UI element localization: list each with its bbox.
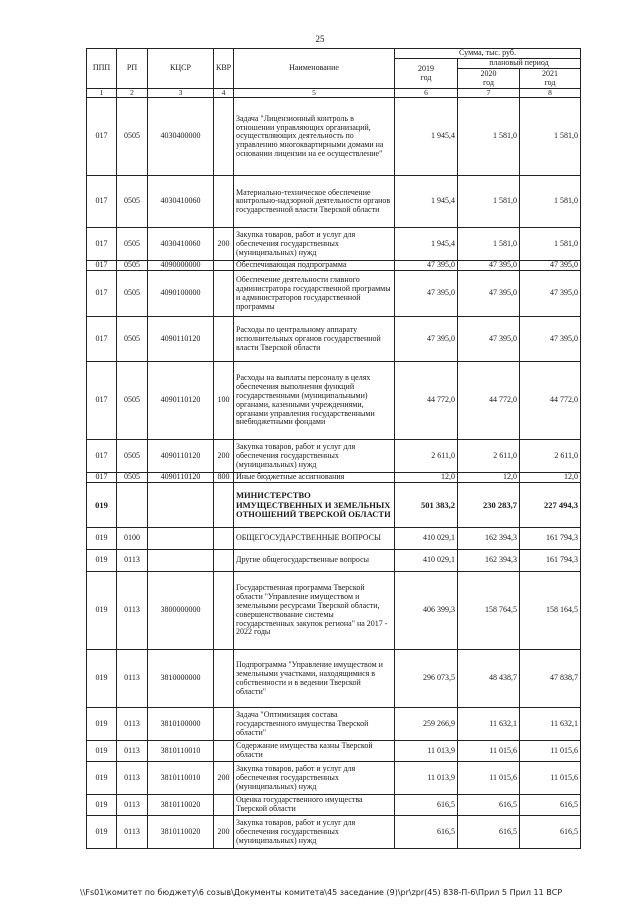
cell-rp: 0505 [117, 362, 148, 440]
table-row [87, 708, 581, 741]
cell-amount-2021: 47 838,7 [520, 650, 581, 708]
cell-name: Обеспечивающая подпрограмма [234, 261, 395, 271]
column-number: 7 [458, 89, 520, 98]
header-year-2021-word: год [544, 77, 556, 87]
cell-kvr [214, 528, 234, 550]
cell-kcsr: 4030400000 [148, 98, 214, 176]
cell-kvr [214, 572, 234, 650]
cell-ppp: 017 [87, 362, 117, 440]
table-row [87, 228, 581, 261]
cell-rp: 0505 [117, 228, 148, 261]
cell-kcsr: 4090000000 [148, 261, 214, 271]
cell-amount-2020: 12,0 [458, 473, 520, 483]
cell-name: Закупка товаров, работ и услуг для обеспечения государственных (муниципальных) нужд [234, 440, 395, 473]
cell-amount-2021: 2 611,0 [520, 440, 581, 473]
cell-amount-2019: 501 383,2 [395, 483, 458, 528]
cell-ppp: 017 [87, 473, 117, 483]
cell-kcsr: 4090110120 [148, 317, 214, 362]
cell-amount-2020: 1 581,0 [458, 98, 520, 176]
cell-ppp: 019 [87, 550, 117, 572]
cell-kcsr: 4090110120 [148, 440, 214, 473]
cell-rp: 0100 [117, 528, 148, 550]
column-number: 4 [214, 89, 234, 98]
header-sum: Сумма, тыс. руб. [395, 49, 581, 59]
table-body [87, 98, 581, 849]
cell-amount-2019: 12,0 [395, 473, 458, 483]
table-row [87, 795, 581, 816]
header-name: Наименование [234, 49, 395, 89]
cell-kvr [214, 741, 234, 762]
cell-rp: 0113 [117, 550, 148, 572]
column-number: 6 [395, 89, 458, 98]
cell-rp: 0505 [117, 176, 148, 228]
column-number: 8 [520, 89, 581, 98]
cell-rp: 0505 [117, 261, 148, 271]
cell-ppp: 019 [87, 483, 117, 528]
cell-kvr [214, 98, 234, 176]
cell-kcsr: 4090110120 [148, 473, 214, 483]
header-year-2019-value: 2019 [418, 63, 434, 73]
cell-rp: 0113 [117, 741, 148, 762]
cell-name: Подпрограмма "Управление имуществом и земельными участками, находящимися в собственности и в ведении Тверской области" [234, 650, 395, 708]
cell-kcsr [148, 483, 214, 528]
cell-name: Задача "Лицензионный контроль в отношении управляющих организаций, осуществляющих деятельность по управлению многоквартирными домами на основании лицензии на ее осуществление" [234, 98, 395, 176]
cell-name: Оценка государственного имущества Тверской области [234, 795, 395, 816]
cell-amount-2019: 259 266,9 [395, 708, 458, 741]
cell-name: Закупка товаров, работ и услуг для обеспечения государственных (муниципальных) нужд [234, 762, 395, 795]
cell-amount-2021: 11 015,6 [520, 741, 581, 762]
cell-kcsr: 3800000000 [148, 572, 214, 650]
cell-amount-2020: 2 611,0 [458, 440, 520, 473]
cell-amount-2020: 162 394,3 [458, 528, 520, 550]
cell-rp: 0113 [117, 650, 148, 708]
table-row [87, 271, 581, 317]
cell-amount-2020: 47 395,0 [458, 261, 520, 271]
cell-ppp: 017 [87, 98, 117, 176]
cell-name: Другие общегосударственные вопросы [234, 550, 395, 572]
cell-amount-2020: 1 581,0 [458, 228, 520, 261]
table-row [87, 176, 581, 228]
table-row [87, 440, 581, 473]
table-row [87, 762, 581, 795]
cell-name: Задача "Оптимизация состава государственного имущества Тверской области" [234, 708, 395, 741]
cell-amount-2020: 44 772,0 [458, 362, 520, 440]
table-row [87, 741, 581, 762]
cell-rp: 0113 [117, 762, 148, 795]
header-year-2019 [395, 59, 458, 89]
column-number: 5 [234, 89, 395, 98]
cell-ppp: 017 [87, 317, 117, 362]
cell-amount-2020: 11 015,6 [458, 762, 520, 795]
cell-amount-2020: 11 015,6 [458, 741, 520, 762]
cell-kcsr: 4030410060 [148, 228, 214, 261]
cell-amount-2021: 161 794,3 [520, 528, 581, 550]
cell-kcsr [148, 550, 214, 572]
cell-kvr [214, 317, 234, 362]
cell-amount-2020: 162 394,3 [458, 550, 520, 572]
cell-amount-2021: 47 395,0 [520, 317, 581, 362]
column-number: 2 [117, 89, 148, 98]
cell-amount-2021: 161 794,3 [520, 550, 581, 572]
cell-name: Расходы на выплаты персоналу в целях обеспечения выполнения функций государственными (муниципальными) органами, казенными учреждениями, органами управления государственными внебюджетными фондами [234, 362, 395, 440]
cell-ppp: 019 [87, 708, 117, 741]
header-kcsr: КЦСР [148, 49, 214, 89]
cell-amount-2019: 1 945,4 [395, 176, 458, 228]
cell-amount-2019: 1 945,4 [395, 228, 458, 261]
cell-amount-2021: 616,5 [520, 795, 581, 816]
cell-kvr [214, 550, 234, 572]
header-year-2021 [520, 69, 581, 89]
cell-ppp: 019 [87, 795, 117, 816]
cell-kvr [214, 176, 234, 228]
cell-name: Государственная программа Тверской области "Управление имуществом и земельными ресурсами Тверской области, совершенствование системы государственных закупок региона" на 2017 - 2022 годы [234, 572, 395, 650]
cell-ppp: 019 [87, 762, 117, 795]
cell-rp: 0113 [117, 572, 148, 650]
table-row [87, 550, 581, 572]
cell-ppp: 017 [87, 176, 117, 228]
cell-amount-2019: 296 073,5 [395, 650, 458, 708]
header-year-2020 [458, 69, 520, 89]
cell-amount-2021: 12,0 [520, 473, 581, 483]
cell-amount-2019: 410 029,1 [395, 550, 458, 572]
table-row [87, 98, 581, 176]
cell-kcsr: 3810110010 [148, 762, 214, 795]
cell-ppp: 017 [87, 228, 117, 261]
cell-kcsr [148, 528, 214, 550]
cell-amount-2020: 47 395,0 [458, 317, 520, 362]
cell-name: МИНИСТЕРСТВО ИМУЩЕСТВЕННЫХ И ЗЕМЕЛЬНЫХ ОТНОШЕНИЙ ТВЕРСКОЙ ОБЛАСТИ [234, 483, 395, 528]
cell-amount-2020: 158 764,5 [458, 572, 520, 650]
cell-name: Материально-техническое обеспечение контрольно-надзорной деятельности органов государственной власти Тверской области [234, 176, 395, 228]
page-number: 25 [315, 34, 325, 44]
cell-ppp: 019 [87, 528, 117, 550]
cell-kvr: 800 [214, 473, 234, 483]
cell-name: Иные бюджетные ассигнования [234, 473, 395, 483]
cell-kcsr: 3810110020 [148, 816, 214, 849]
cell-amount-2019: 1 945,4 [395, 98, 458, 176]
cell-kvr [214, 261, 234, 271]
cell-kvr: 200 [214, 440, 234, 473]
cell-ppp: 019 [87, 650, 117, 708]
cell-amount-2020: 48 438,7 [458, 650, 520, 708]
cell-name: Содержание имущества казны Тверской области [234, 741, 395, 762]
cell-amount-2020: 616,5 [458, 816, 520, 849]
table-row [87, 483, 581, 528]
column-number: 1 [87, 89, 117, 98]
cell-amount-2021: 227 494,3 [520, 483, 581, 528]
cell-amount-2019: 410 029,1 [395, 528, 458, 550]
cell-kcsr: 3810000000 [148, 650, 214, 708]
header-year-2021-value: 2021 [542, 68, 558, 78]
cell-kvr: 200 [214, 816, 234, 849]
cell-amount-2019: 406 399,3 [395, 572, 458, 650]
cell-kvr [214, 650, 234, 708]
cell-ppp: 017 [87, 440, 117, 473]
cell-amount-2021: 47 395,0 [520, 261, 581, 271]
cell-amount-2019: 44 772,0 [395, 362, 458, 440]
cell-ppp: 019 [87, 572, 117, 650]
cell-amount-2020: 11 632,1 [458, 708, 520, 741]
cell-amount-2019: 47 395,0 [395, 261, 458, 271]
header-year-2020-value: 2020 [480, 68, 497, 78]
cell-kcsr: 4030410060 [148, 176, 214, 228]
cell-amount-2020: 1 581,0 [458, 176, 520, 228]
table-row [87, 317, 581, 362]
cell-ppp: 017 [87, 271, 117, 317]
cell-amount-2019: 47 395,0 [395, 271, 458, 317]
cell-kcsr: 3810110010 [148, 741, 214, 762]
table-row [87, 261, 581, 271]
table-row [87, 572, 581, 650]
cell-kvr: 100 [214, 362, 234, 440]
cell-ppp: 017 [87, 261, 117, 271]
cell-amount-2019: 616,5 [395, 816, 458, 849]
cell-amount-2019: 47 395,0 [395, 317, 458, 362]
cell-ppp: 019 [87, 816, 117, 849]
cell-rp: 0113 [117, 795, 148, 816]
table-row [87, 473, 581, 483]
cell-name: ОБЩЕГОСУДАРСТВЕННЫЕ ВОПРОСЫ [234, 528, 395, 550]
cell-name: Расходы по центральному аппарату исполнительных органов государственной власти Тверской области [234, 317, 395, 362]
table-row [87, 362, 581, 440]
cell-rp [117, 483, 148, 528]
cell-amount-2019: 616,5 [395, 795, 458, 816]
cell-ppp: 019 [87, 741, 117, 762]
cell-amount-2021: 158 164,5 [520, 572, 581, 650]
cell-rp: 0505 [117, 98, 148, 176]
header-plan-period: плановый период [458, 59, 581, 69]
cell-kcsr: 3810100000 [148, 708, 214, 741]
header-year-2020-word: год [483, 77, 494, 87]
cell-name: Закупка товаров, работ и услуг для обеспечения государственных (муниципальных) нужд [234, 816, 395, 849]
cell-rp: 0505 [117, 440, 148, 473]
cell-kcsr: 4090100000 [148, 271, 214, 317]
header-ppp: ППП [87, 49, 117, 89]
cell-kvr [214, 271, 234, 317]
cell-amount-2020: 47 395,0 [458, 271, 520, 317]
cell-amount-2019: 11 013,9 [395, 762, 458, 795]
footer-file-path: \\Fs01\комитет по бюджету\6 созыв\Документы комитета\45 заседание (9)\pr\zpr(45) 838-П-6\Прил 5 Прил 11 ВСР [80, 888, 563, 897]
cell-amount-2021: 1 581,0 [520, 228, 581, 261]
table-row [87, 650, 581, 708]
cell-kcsr: 4090110120 [148, 362, 214, 440]
cell-kvr [214, 708, 234, 741]
cell-amount-2021: 1 581,0 [520, 176, 581, 228]
cell-kvr [214, 483, 234, 528]
cell-kvr [214, 795, 234, 816]
cell-amount-2019: 11 013,9 [395, 741, 458, 762]
cell-amount-2021: 11 015,6 [520, 762, 581, 795]
cell-amount-2020: 616,5 [458, 795, 520, 816]
cell-amount-2021: 616,5 [520, 816, 581, 849]
cell-amount-2021: 47 395,0 [520, 271, 581, 317]
cell-kcsr: 3810110020 [148, 795, 214, 816]
cell-amount-2019: 2 611,0 [395, 440, 458, 473]
cell-amount-2021: 11 632,1 [520, 708, 581, 741]
table-row [87, 528, 581, 550]
cell-kvr: 200 [214, 228, 234, 261]
cell-rp: 0505 [117, 317, 148, 362]
header-year-2019-word: год [420, 72, 432, 82]
cell-amount-2020: 230 283,7 [458, 483, 520, 528]
cell-rp: 0113 [117, 708, 148, 741]
cell-name: Закупка товаров, работ и услуг для обеспечения государственных (муниципальных) нужд [234, 228, 395, 261]
cell-amount-2021: 44 772,0 [520, 362, 581, 440]
header-rp: РП [117, 49, 148, 89]
table-row [87, 816, 581, 849]
cell-rp: 0505 [117, 473, 148, 483]
column-number: 3 [148, 89, 214, 98]
cell-kvr: 200 [214, 762, 234, 795]
cell-rp: 0505 [117, 271, 148, 317]
cell-rp: 0113 [117, 816, 148, 849]
header-kvr: КВР [214, 49, 234, 89]
cell-amount-2021: 1 581,0 [520, 98, 581, 176]
budget-table [86, 48, 581, 849]
cell-name: Обеспечение деятельности главного администратора государственной программы и администраторов государственной программы [234, 271, 395, 317]
